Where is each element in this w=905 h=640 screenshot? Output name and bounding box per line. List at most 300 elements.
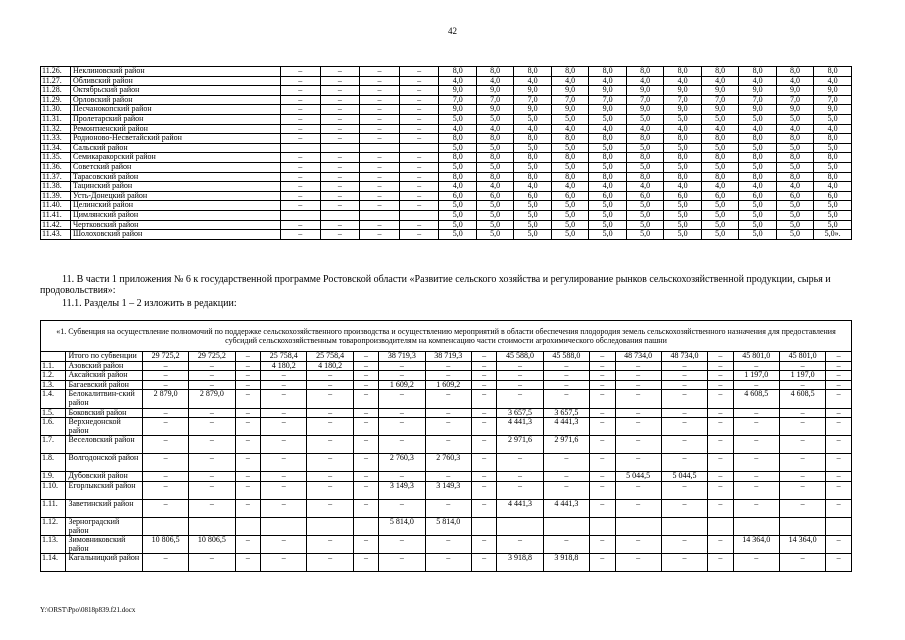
value-cell: 5,0». (814, 230, 852, 240)
row-number-cell: 11.40. (41, 201, 71, 211)
value-cell: 6,0 (439, 191, 476, 201)
value-cell: – (189, 454, 235, 472)
value-cell: 5,0 (776, 210, 813, 220)
value-cell: 5 044,5 (615, 472, 661, 482)
value-cell: 8,0 (589, 153, 626, 163)
value-cell: – (142, 361, 188, 371)
value-cell: 5,0 (589, 143, 626, 153)
value-cell: – (360, 220, 400, 230)
table-row (41, 481, 852, 499)
value-cell: 5,0 (776, 162, 813, 172)
value-cell: 5,0 (551, 143, 588, 153)
value-cell: 8,0 (739, 67, 776, 77)
value-cell: – (733, 454, 779, 472)
value-cell: – (615, 371, 661, 381)
district-name-cell: Усть-Донецкий район (70, 191, 280, 201)
value-cell: 5,0 (551, 201, 588, 211)
value-cell: – (826, 352, 852, 362)
value-cell: 5,0 (776, 201, 813, 211)
value-cell: – (399, 86, 439, 96)
paragraph-11-1: 11.1. Разделы 1 – 2 изложить в редакции: (62, 298, 237, 309)
value-cell: 5,0 (439, 201, 476, 211)
value-cell: – (590, 361, 615, 371)
value-cell: – (280, 220, 320, 230)
value-cell: – (733, 499, 779, 517)
value-cell: 4,0 (701, 182, 738, 192)
district-name-cell: Азовский район (66, 361, 142, 371)
value-cell: – (708, 380, 733, 390)
value-cell: – (235, 361, 260, 371)
value-cell: – (399, 220, 439, 230)
value-cell: 4 441,3 (497, 499, 543, 517)
value-cell: 5,0 (664, 201, 701, 211)
value-cell (615, 517, 661, 535)
value-cell: – (826, 554, 852, 572)
value-cell: 8,0 (776, 134, 813, 144)
value-cell: 4 441,3 (543, 418, 589, 436)
value-cell: – (320, 67, 360, 77)
file-path-footer: Y:\ORST\Ppo\0818p839.f21.docx (40, 606, 136, 614)
value-cell: 6,0 (476, 191, 513, 201)
table-row (41, 517, 852, 535)
value-cell: – (661, 408, 707, 418)
district-name-cell: Обливский район (70, 76, 280, 86)
value-cell: – (779, 499, 825, 517)
value-cell: 5,0 (814, 162, 852, 172)
value-cell: 8,0 (439, 153, 476, 163)
value-cell: – (307, 418, 353, 436)
value-cell: 8,0 (739, 134, 776, 144)
value-cell: – (399, 172, 439, 182)
value-cell: – (360, 182, 400, 192)
value-cell: – (399, 201, 439, 211)
value-cell: – (235, 536, 260, 554)
value-cell: – (280, 191, 320, 201)
value-cell: – (379, 361, 425, 371)
value-cell: 8,0 (776, 67, 813, 77)
value-cell: 9,0 (439, 105, 476, 115)
value-cell: 5,0 (514, 230, 551, 240)
value-cell: – (615, 481, 661, 499)
value-cell: 7,0 (776, 95, 813, 105)
value-cell (353, 517, 378, 535)
value-cell: – (733, 418, 779, 436)
value-cell: 7,0 (626, 95, 663, 105)
value-cell: – (353, 554, 378, 572)
value-cell (142, 517, 188, 535)
value-cell: – (142, 418, 188, 436)
district-name-cell: Дубовский район (66, 472, 142, 482)
value-cell: – (425, 554, 471, 572)
value-cell: – (733, 554, 779, 572)
district-name-cell: Пролетарский район (70, 114, 280, 124)
value-cell: – (320, 230, 360, 240)
value-cell: 9,0 (551, 86, 588, 96)
value-cell: – (590, 436, 615, 454)
district-name-cell: Ремонтненский район (70, 124, 280, 134)
value-cell: – (307, 536, 353, 554)
value-cell: 45 801,0 (733, 352, 779, 362)
value-cell: – (399, 191, 439, 201)
value-cell: 3 918,8 (497, 554, 543, 572)
value-cell: – (353, 418, 378, 436)
value-cell: 5,0 (439, 230, 476, 240)
value-cell: – (353, 380, 378, 390)
value-cell: 5,0 (664, 220, 701, 230)
row-number-cell: 1.3. (41, 380, 66, 390)
value-cell: 3 657,5 (497, 408, 543, 418)
value-cell: 14 364,0 (733, 536, 779, 554)
districts-table-continued (40, 66, 852, 240)
value-cell: 4,0 (626, 124, 663, 134)
value-cell: – (615, 499, 661, 517)
value-cell: – (779, 418, 825, 436)
value-cell: – (661, 499, 707, 517)
value-cell: – (497, 371, 543, 381)
value-cell: 5,0 (589, 114, 626, 124)
value-cell: 8,0 (701, 67, 738, 77)
value-cell: – (320, 162, 360, 172)
value-cell (320, 210, 360, 220)
value-cell: – (261, 454, 307, 472)
value-cell (590, 517, 615, 535)
value-cell: 4,0 (739, 76, 776, 86)
table-row (41, 230, 852, 240)
row-number-cell: 1.12. (41, 517, 66, 535)
value-cell: – (379, 408, 425, 418)
value-cell: 4,0 (814, 182, 852, 192)
paragraph-11: 11. В части 1 приложения № 6 к государственной программе Ростовской области «Развитие сельского хозяйства и регулирование рынков сельскохозяйственной продукции, сырья и продовольствия»: (40, 274, 831, 296)
value-cell: 4,0 (739, 182, 776, 192)
value-cell: 8,0 (814, 67, 852, 77)
value-cell: – (353, 361, 378, 371)
value-cell: – (708, 436, 733, 454)
value-cell: – (261, 371, 307, 381)
value-cell: – (497, 390, 543, 408)
table-row (41, 361, 852, 371)
value-cell: 9,0 (439, 86, 476, 96)
value-cell: 5,0 (551, 114, 588, 124)
table-row (41, 499, 852, 517)
value-cell: – (142, 481, 188, 499)
value-cell: – (826, 371, 852, 381)
row-number-cell: 11.27. (41, 76, 71, 86)
value-cell: 25 758,4 (307, 352, 353, 362)
table-row (41, 408, 852, 418)
value-cell: 8,0 (551, 67, 588, 77)
district-name-cell: Тацинский район (70, 182, 280, 192)
table-row (41, 182, 852, 192)
value-cell: – (826, 481, 852, 499)
value-cell: – (590, 481, 615, 499)
value-cell: – (661, 380, 707, 390)
value-cell: 4,0 (814, 124, 852, 134)
value-cell: 4,0 (514, 124, 551, 134)
value-cell (280, 210, 320, 220)
row-number-cell: 11.26. (41, 67, 71, 77)
table-row (41, 134, 852, 144)
value-cell: – (615, 554, 661, 572)
value-cell: 29 725,2 (142, 352, 188, 362)
district-name-cell: Багаевский район (66, 380, 142, 390)
value-cell: 5,0 (439, 210, 476, 220)
value-cell: – (353, 499, 378, 517)
row-number-cell: 11.35. (41, 153, 71, 163)
value-cell: 9,0 (476, 86, 513, 96)
value-cell: 5,0 (514, 162, 551, 172)
value-cell: – (826, 380, 852, 390)
district-name-cell: Шолоховский район (70, 230, 280, 240)
value-cell: 6,0 (514, 191, 551, 201)
value-cell: – (280, 95, 320, 105)
table-row (41, 371, 852, 381)
value-cell: – (615, 380, 661, 390)
table-row (41, 418, 852, 436)
value-cell: – (189, 472, 235, 482)
value-cell: – (261, 418, 307, 436)
value-cell: – (425, 499, 471, 517)
value-cell: – (590, 454, 615, 472)
value-cell: – (360, 153, 400, 163)
value-cell: – (189, 481, 235, 499)
row-number-cell: 1.11. (41, 499, 66, 517)
value-cell: 48 734,0 (661, 352, 707, 362)
value-cell: – (280, 76, 320, 86)
value-cell: – (399, 230, 439, 240)
value-cell: – (280, 134, 320, 144)
district-name-cell: Аксайский район (66, 371, 142, 381)
value-cell: 3 657,5 (543, 408, 589, 418)
value-cell: 8,0 (514, 172, 551, 182)
value-cell: 2 760,3 (425, 454, 471, 472)
value-cell: 8,0 (814, 153, 852, 163)
value-cell (471, 517, 496, 535)
value-cell: – (353, 408, 378, 418)
value-cell: 4,0 (814, 76, 852, 86)
row-number-cell: 1.7. (41, 436, 66, 454)
value-cell: 8,0 (514, 153, 551, 163)
district-name-cell: Октябрьский район (70, 86, 280, 96)
value-cell: – (497, 380, 543, 390)
value-cell: 5,0 (739, 143, 776, 153)
value-cell: – (425, 361, 471, 371)
value-cell: – (497, 536, 543, 554)
value-cell: – (543, 361, 589, 371)
table-row (41, 380, 852, 390)
value-cell: 4 441,3 (497, 418, 543, 436)
value-cell: – (360, 124, 400, 134)
table-row (41, 454, 852, 472)
district-name-cell: Неклиновский район (70, 67, 280, 77)
value-cell: 8,0 (476, 172, 513, 182)
row-number-cell: 11.36. (41, 162, 71, 172)
value-cell: 8,0 (701, 172, 738, 182)
district-name-cell: Чертковский район (70, 220, 280, 230)
value-cell: – (543, 481, 589, 499)
value-cell: 5,0 (589, 210, 626, 220)
value-cell: – (543, 371, 589, 381)
value-cell: 6,0 (701, 191, 738, 201)
value-cell: 4,0 (664, 182, 701, 192)
value-cell: 10 806,5 (142, 536, 188, 554)
value-cell: – (779, 481, 825, 499)
value-cell: – (261, 436, 307, 454)
value-cell: – (235, 436, 260, 454)
value-cell: – (708, 499, 733, 517)
district-name-cell: Орловский район (70, 95, 280, 105)
value-cell: 5,0 (514, 114, 551, 124)
value-cell: – (543, 380, 589, 390)
value-cell: 4,0 (514, 76, 551, 86)
value-cell: – (615, 390, 661, 408)
value-cell: – (779, 554, 825, 572)
value-cell: – (353, 436, 378, 454)
table-row (41, 153, 852, 163)
value-cell: – (733, 361, 779, 371)
value-cell: – (708, 481, 733, 499)
table-row (41, 86, 852, 96)
value-cell: – (189, 371, 235, 381)
value-cell: 8,0 (551, 172, 588, 182)
district-name-cell: Белокалитвин-ский район (66, 390, 142, 408)
value-cell: – (353, 390, 378, 408)
value-cell: – (235, 481, 260, 499)
value-cell (779, 517, 825, 535)
value-cell: 9,0 (626, 105, 663, 115)
value-cell: 5,0 (814, 201, 852, 211)
value-cell: – (280, 230, 320, 240)
value-cell (708, 517, 733, 535)
value-cell: 4,0 (439, 124, 476, 134)
value-cell: 8,0 (739, 153, 776, 163)
value-cell: – (779, 436, 825, 454)
value-cell: 5,0 (701, 220, 738, 230)
value-cell: – (353, 536, 378, 554)
value-cell: 5,0 (626, 220, 663, 230)
value-cell: 4,0 (589, 182, 626, 192)
value-cell: 5,0 (589, 230, 626, 240)
value-cell: – (280, 182, 320, 192)
row-number-cell: 11.28. (41, 86, 71, 96)
value-cell: 6,0 (776, 191, 813, 201)
table-row (41, 201, 852, 211)
value-cell: – (543, 472, 589, 482)
value-cell: – (307, 380, 353, 390)
value-cell: 7,0 (701, 95, 738, 105)
value-cell: – (320, 220, 360, 230)
value-cell: – (320, 86, 360, 96)
value-cell: 5,0 (551, 162, 588, 172)
value-cell: – (320, 134, 360, 144)
value-cell: – (320, 182, 360, 192)
value-cell: – (360, 105, 400, 115)
value-cell: 5,0 (551, 210, 588, 220)
value-cell: – (235, 380, 260, 390)
value-cell: – (543, 390, 589, 408)
district-name-cell: Егорлыкский район (66, 481, 142, 499)
value-cell: – (543, 536, 589, 554)
value-cell: – (826, 472, 852, 482)
value-cell: – (189, 380, 235, 390)
value-cell: – (235, 454, 260, 472)
value-cell (399, 143, 439, 153)
value-cell (320, 143, 360, 153)
value-cell: 9,0 (626, 86, 663, 96)
value-cell: 8,0 (476, 134, 513, 144)
district-name-cell: Верхнедонской район (66, 418, 142, 436)
value-cell: 6,0 (814, 191, 852, 201)
value-cell: – (235, 371, 260, 381)
value-cell: 9,0 (589, 86, 626, 96)
value-cell: 5 044,5 (661, 472, 707, 482)
value-cell: – (379, 472, 425, 482)
value-cell: – (733, 436, 779, 454)
value-cell: – (280, 124, 320, 134)
value-cell: – (353, 481, 378, 499)
value-cell: 5,0 (739, 210, 776, 220)
value-cell: – (661, 536, 707, 554)
district-name-cell: Веселовский район (66, 436, 142, 454)
value-cell: – (142, 371, 188, 381)
value-cell: 8,0 (626, 67, 663, 77)
value-cell: 8,0 (626, 172, 663, 182)
value-cell: – (142, 554, 188, 572)
value-cell: – (280, 201, 320, 211)
value-cell: – (189, 499, 235, 517)
value-cell: – (280, 162, 320, 172)
value-cell: – (590, 380, 615, 390)
value-cell: – (779, 361, 825, 371)
district-name-cell: Итого по субвенции (66, 352, 142, 362)
value-cell: 8,0 (514, 67, 551, 77)
row-number-cell: 1.14. (41, 554, 66, 572)
value-cell: – (280, 153, 320, 163)
table-row (41, 352, 852, 362)
value-cell: 5,0 (701, 162, 738, 172)
value-cell: – (320, 95, 360, 105)
value-cell: 2 760,3 (379, 454, 425, 472)
district-name-cell: Заветинский район (66, 499, 142, 517)
value-cell: – (708, 390, 733, 408)
value-cell: 3 918,8 (543, 554, 589, 572)
value-cell: – (235, 408, 260, 418)
value-cell: 5,0 (476, 143, 513, 153)
table-row (41, 95, 852, 105)
value-cell: 5,0 (476, 114, 513, 124)
value-cell: 5,0 (701, 114, 738, 124)
table-row (41, 105, 852, 115)
value-cell: – (142, 436, 188, 454)
value-cell: – (590, 499, 615, 517)
value-cell: 5,0 (589, 201, 626, 211)
value-cell: 9,0 (514, 105, 551, 115)
value-cell: – (471, 536, 496, 554)
value-cell: 5,0 (476, 210, 513, 220)
value-cell: 4,0 (589, 76, 626, 86)
value-cell: – (353, 454, 378, 472)
value-cell: 9,0 (701, 86, 738, 96)
value-cell: – (142, 408, 188, 418)
row-number-cell: 1.1. (41, 361, 66, 371)
value-cell: – (399, 182, 439, 192)
value-cell: – (307, 499, 353, 517)
row-number-cell: 1.4. (41, 390, 66, 408)
value-cell: – (425, 408, 471, 418)
value-cell: 8,0 (589, 134, 626, 144)
value-cell: – (261, 499, 307, 517)
value-cell: 48 734,0 (615, 352, 661, 362)
value-cell: – (320, 172, 360, 182)
